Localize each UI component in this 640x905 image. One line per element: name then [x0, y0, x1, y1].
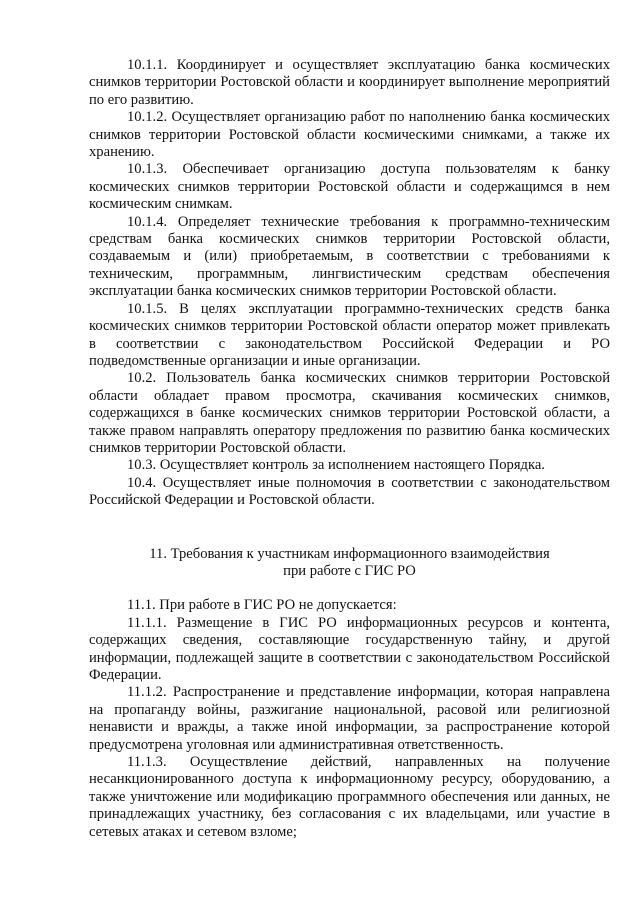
paragraph-10-2: 10.2. Пользователь банка космических снимков территории Ростовской области обладает правом просмотра, скачивания космических снимков, содержащихся в банке космических снимков территории Ростовской области, а также правом направлять оператору предложения по развитию банка космических снимков территории Ростовской области.: [89, 370, 610, 456]
section-spacer: [89, 510, 610, 546]
paragraph-10-1-1: 10.1.1. Координирует и осуществляет эксплуатацию банка космических снимков территории Ростовской области и координирует выполнение мероприятий по его развитию.: [89, 57, 610, 108]
paragraph-10-1-4: 10.1.4. Определяет технические требования к программно-техническим средствам банка космических снимков территории Ростовской области, создаваемым и (или) приобретаемым, в соответствии с требованиями к техническим, программным, лингвистическим средствам обеспечения эксплуатации банка космических снимков территории Ростовской области.: [89, 213, 610, 300]
paragraph-11-1-2: 11.1.2. Распространение и представление информации, которая направлена на пропаганду войны, разжигание национальной, расовой или религиозной ненависти и вражды, а также иной информации, за распространение которой предусмотрена уголовная или административная ответственность.: [89, 684, 610, 753]
paragraph-10-1-2: 10.1.2. Осуществляет организацию работ по наполнению банка космических снимков территории Ростовской области космическими снимками, а также их хранению.: [89, 109, 610, 161]
heading-spacer: [89, 580, 610, 597]
section-heading: [89, 546, 610, 581]
document-page: [89, 57, 610, 841]
paragraph-10-1-3: 10.1.3. Обеспечивает организацию доступа пользователям к банку космических снимков территории Ростовской области и содержащимся в нем космическим снимкам.: [89, 161, 610, 213]
section-heading-line-2: при работе с ГИС РО: [283, 562, 416, 579]
paragraph-10-1-5: 10.1.5. В целях эксплуатации программно-технических средств банка космических снимков территории Ростовской области оператор может привлекать в соответствии с законодательством Российской Федерации и РО подведомственные организации и иные организации.: [89, 300, 610, 369]
paragraph-11-1-3: 11.1.3. Осуществление действий, направленных на получение несанкционированного доступа к информационному ресурсу, оборудованию, а также уничтожение или модификацию программного обеспечения или данных, не принадлежащих участнику, без согласования с их владельцами, или участие в сетевых атаках и сетевом взломе;: [89, 754, 610, 840]
paragraph-11-1-1: 11.1.1. Размещение в ГИС РО информационных ресурсов и контента, содержащих сведения, составляющие государственную тайну, и другой информации, подлежащей защите в соответствии с законодательством Российской Федерации.: [89, 614, 610, 683]
paragraph-11-1: 11.1. При работе в ГИС РО не допускается:: [127, 597, 397, 614]
section-heading-line-1: 11. Требования к участникам информационного взаимодействия: [149, 545, 550, 562]
paragraph-10-4: 10.4. Осуществляет иные полномочия в соответствии с законодательством Российской Федерации и Ростовской области.: [89, 474, 610, 509]
paragraph-10-3: 10.3. Осуществляет контроль за исполнением настоящего Порядка.: [127, 457, 545, 474]
